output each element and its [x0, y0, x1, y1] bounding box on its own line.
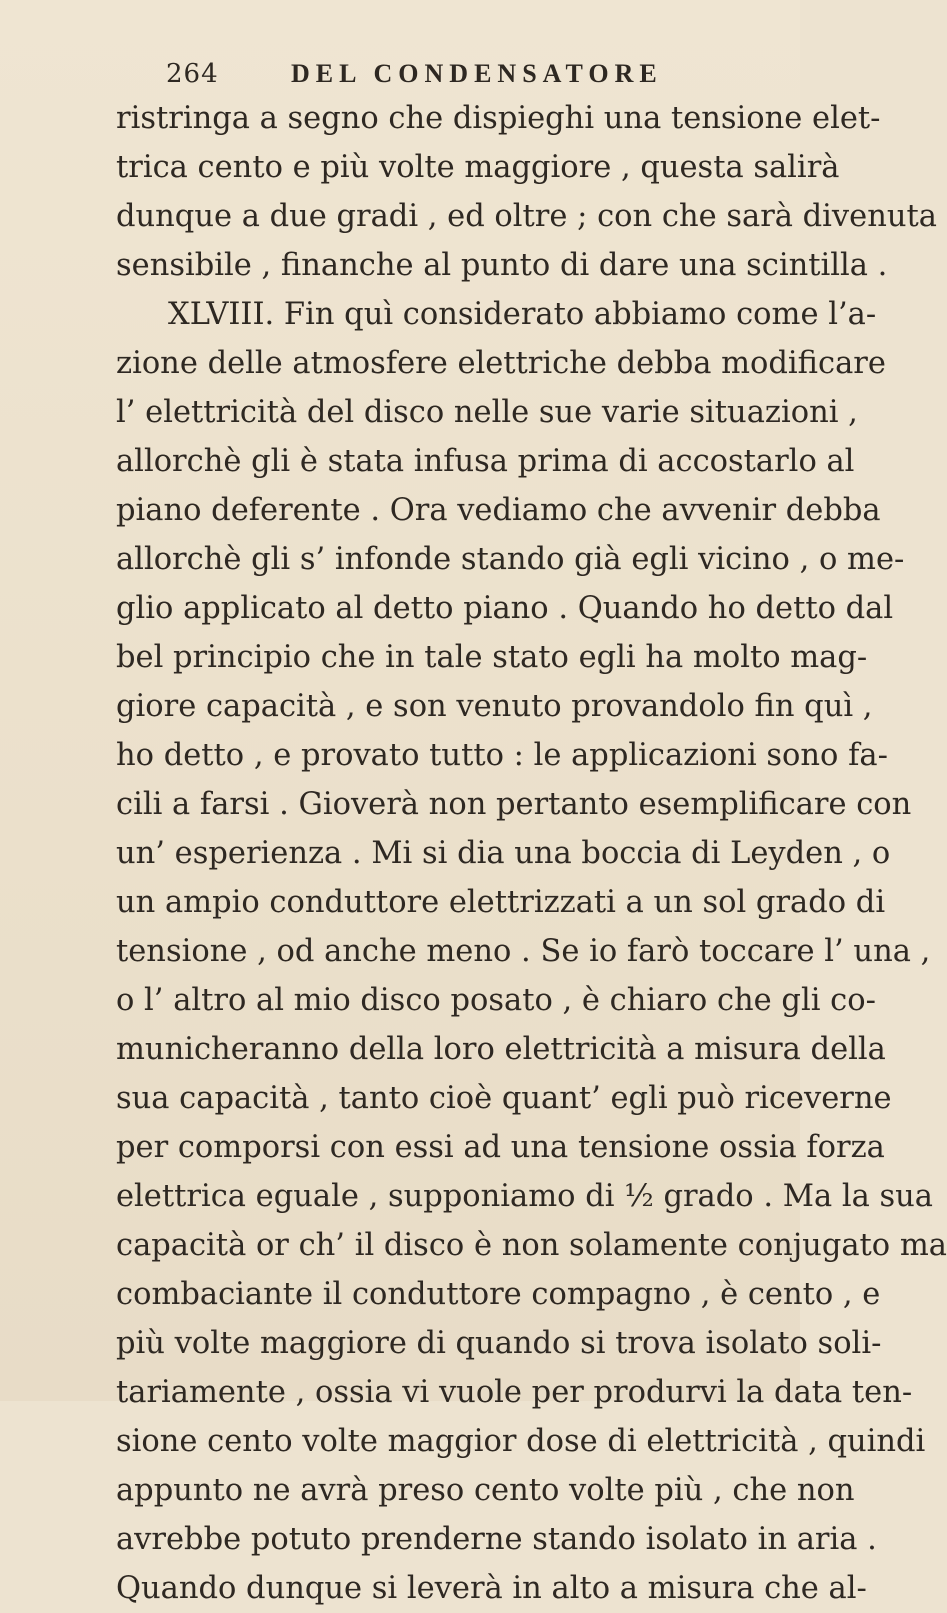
- text-line: sua capacità , tanto cioè quant’ egli può riceverne: [116, 1081, 892, 1116]
- page-header: [166, 56, 786, 92]
- text-line: ristringa a segno che dispieghi una tensione elet-: [116, 101, 881, 136]
- text-line: appunto ne avrà preso cento volte più , che non: [116, 1473, 855, 1508]
- text-line: per comporsi con essi ad una tensione ossia forza: [116, 1130, 885, 1165]
- text-line: sione cento volte maggior dose di elettricità , quindi: [116, 1424, 926, 1459]
- body-text: [116, 94, 947, 1613]
- text-line: l’ elettricità del disco nelle sue varie situazioni ,: [116, 395, 858, 430]
- text-line: glio applicato al detto piano . Quando ho detto dal: [116, 591, 894, 626]
- text-line: combaciante il conduttore compagno , è cento , e: [116, 1277, 881, 1312]
- text-line: giore capacità , e son venuto provandolo fin quì ,: [116, 689, 873, 724]
- text-line: più volte maggiore di quando si trova isolato soli-: [116, 1326, 882, 1361]
- text-line: dunque a due gradi , ed oltre ; con che sarà divenuta: [116, 199, 937, 234]
- text-line: municheranno della loro elettricità a misura della: [116, 1032, 886, 1067]
- text-line: o l’ altro al mio disco posato , è chiaro che gli co-: [116, 983, 876, 1018]
- text-line: capacità or ch’ il disco è non solamente conjugato ma: [116, 1228, 947, 1263]
- text-line: zione delle atmosfere elettriche debba modificare: [116, 346, 886, 381]
- text-line: Quando dunque si leverà in alto a misura che al-: [116, 1571, 867, 1606]
- page-number: 264: [166, 59, 219, 89]
- text-line: trica cento e più volte maggiore , questa salirà: [116, 150, 840, 185]
- text-line: ho detto , e provato tutto : le applicazioni sono fa-: [116, 738, 888, 773]
- text-line: piano deferente . Ora vediamo che avvenir debba: [116, 493, 881, 528]
- text-line: un’ esperienza . Mi si dia una boccia di Leyden , o: [116, 836, 891, 871]
- text-line: allorchè gli s’ infonde stando già egli vicino , o me-: [116, 542, 905, 577]
- text-line: elettrica eguale , supponiamo di ½ grado . Ma la sua: [116, 1179, 933, 1214]
- text-line: avrebbe potuto prenderne stando isolato in aria .: [116, 1522, 877, 1557]
- text-line: sensibile , finanche al punto di dare una scintilla .: [116, 248, 888, 283]
- text-line: tensione , od anche meno . Se io farò toccare l’ una ,: [116, 934, 931, 969]
- text-line: allorchè gli è stata infusa prima di accostarlo al: [116, 444, 855, 479]
- running-title: DEL CONDENSATORE: [291, 59, 663, 88]
- section-start-line: XLVIII. Fin quì considerato abbiamo come l’a-: [168, 297, 877, 332]
- text-line: un ampio conduttore elettrizzati a un sol grado di: [116, 885, 886, 920]
- text-line: cili a farsi . Gioverà non pertanto esemplificare con: [116, 787, 912, 822]
- text-line: tariamente , ossia vi vuole per produrvi la data ten-: [116, 1375, 913, 1410]
- text-line: bel principio che in tale stato egli ha molto mag-: [116, 640, 868, 675]
